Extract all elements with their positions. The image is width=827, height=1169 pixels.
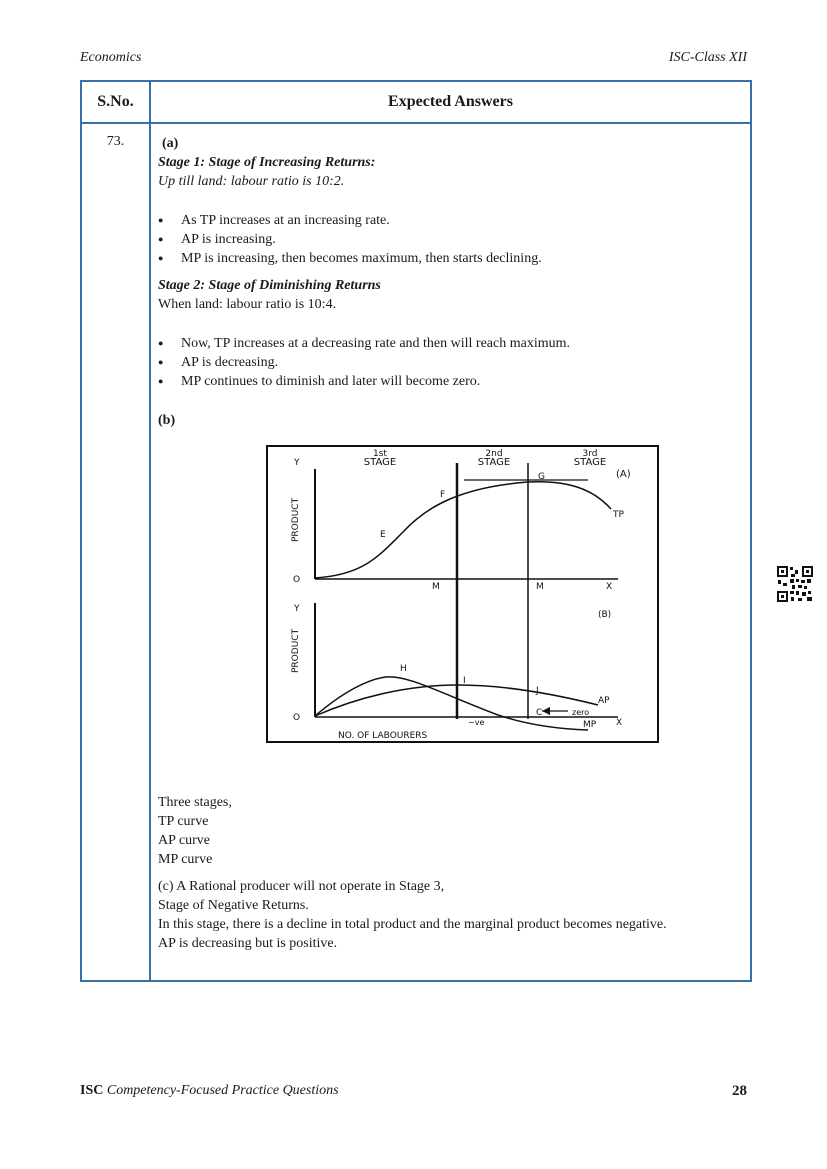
list-item: ● AP is increasing. <box>158 230 748 249</box>
point-h-label: H <box>400 664 407 674</box>
footer-subtitle: Competency-Focused Practice Questions <box>106 1083 339 1098</box>
zero-label: zero <box>572 708 590 717</box>
negative-label: −ve <box>468 718 485 727</box>
summary-line: TP curve <box>158 814 209 829</box>
column-header-sno: S.No. <box>97 93 134 110</box>
stage1-title: Stage 1: Stage of Increasing Returns: <box>158 155 376 170</box>
header-row-divider <box>82 122 750 124</box>
ap-curve-label: AP <box>598 696 610 706</box>
part-c-line: (c) A Rational producer will not operate in Stage 3, <box>158 879 445 894</box>
list-item: ● Now, TP increases at a decreasing rate and then will reach maximum. <box>158 334 748 353</box>
top-x-axis-label: X <box>606 582 613 592</box>
header-subject: Economics <box>80 50 142 65</box>
part-c-line: In this stage, there is a decline in total product and the marginal product becomes negative. <box>158 917 667 932</box>
stage-label-word: STAGE <box>363 457 397 468</box>
question-number: 73. <box>106 134 125 149</box>
point-f-label: F <box>440 490 446 500</box>
top-m1-label: M <box>432 582 440 592</box>
bottom-y-axis-label: Y <box>294 604 300 614</box>
bottom-origin-label: O <box>293 713 301 723</box>
list-item: ● AP is decreasing. <box>158 353 748 372</box>
column-divider <box>149 82 151 980</box>
column-header-answers: Expected Answers <box>388 93 513 110</box>
stage1-points <box>158 211 748 268</box>
top-panel-tag: (A) <box>616 469 631 480</box>
summary-line: AP curve <box>158 833 210 848</box>
top-origin-label: O <box>293 575 301 585</box>
bottom-panel-tag: (B) <box>598 610 612 620</box>
qr-code-icon <box>776 565 814 603</box>
point-e-label: E <box>380 530 386 540</box>
stage-label-num: 1st <box>373 449 387 459</box>
stage1-subtitle: Up till land: labour ratio is 10:2. <box>158 174 345 189</box>
summary-line: Three stages, <box>158 795 232 810</box>
part-c-line: AP is decreasing but is positive. <box>158 936 338 951</box>
top-product-label: PRODUCT <box>291 497 301 542</box>
stage-label-num: 3rd <box>582 449 598 459</box>
part-b-label: (b) <box>158 413 176 428</box>
top-y-axis-label: Y <box>294 458 300 468</box>
point-c-label: C <box>536 708 543 718</box>
point-j-label: J <box>536 686 539 696</box>
x-axis-title: NO. OF LABOURERS <box>338 731 428 741</box>
stage-label-num: 2nd <box>485 449 503 459</box>
list-item: ● MP continues to diminish and later will become zero. <box>158 372 748 391</box>
stage2-subtitle: When land: labour ratio is 10:4. <box>158 297 337 312</box>
stage2-points <box>158 334 748 391</box>
point-g-label: G <box>538 472 545 482</box>
stages-of-production-graph <box>266 445 659 743</box>
stage-label-word: STAGE <box>573 457 607 468</box>
stage-label-word: STAGE <box>477 457 511 468</box>
tp-curve-label: TP <box>613 510 624 520</box>
header-class: ISC-Class XII <box>668 50 747 65</box>
footer-brand: ISC <box>80 1083 104 1098</box>
summary-line: MP curve <box>158 852 213 867</box>
zero-arrow-icon <box>542 707 550 715</box>
mp-curve-label: MP <box>583 720 597 730</box>
list-item: ● MP is increasing, then becomes maximum, then starts declining. <box>158 249 748 268</box>
point-i-label: I <box>463 676 466 686</box>
stage2-title: Stage 2: Stage of Diminishing Returns <box>158 278 381 293</box>
bottom-product-label: PRODUCT <box>291 628 301 673</box>
part-a-label: (a) <box>162 136 179 151</box>
page-number: 28 <box>732 1083 747 1099</box>
list-item: ● As TP increases at an increasing rate. <box>158 211 748 230</box>
footer-title <box>80 1083 339 1099</box>
part-c-line: Stage of Negative Returns. <box>158 898 309 913</box>
bottom-x-axis-label: X <box>616 718 623 728</box>
tp-curve <box>315 482 611 578</box>
top-m2-label: M <box>536 582 544 592</box>
